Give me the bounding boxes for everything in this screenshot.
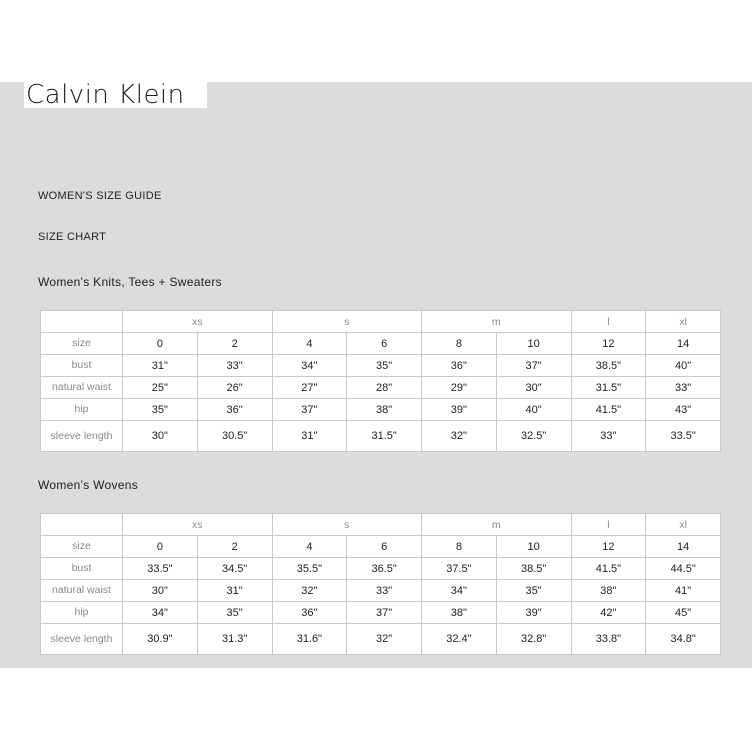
size-chart-heading: SIZE CHART	[38, 231, 107, 243]
size-guide-heading: WOMEN'S SIZE GUIDE	[38, 190, 162, 202]
table-cell: 31.5"	[347, 421, 422, 452]
row-label: natural waist	[41, 580, 123, 602]
table-cell: 38"	[571, 580, 646, 602]
table-cell: 12	[571, 536, 646, 558]
table-cell: 41"	[646, 580, 721, 602]
row-label: size	[41, 333, 123, 355]
table-row-sleeve-length	[41, 421, 721, 452]
table-cell: 37.5"	[422, 558, 497, 580]
table-cell: 33"	[347, 580, 422, 602]
table-cell: 35"	[496, 580, 571, 602]
table-cell: 10	[496, 536, 571, 558]
table-cell: 30.9"	[123, 624, 198, 655]
table-cell: 2	[197, 333, 272, 355]
table-row-sleeve-length	[41, 624, 721, 655]
table-cell: 32.5"	[496, 421, 571, 452]
table-cell: 35.5"	[272, 558, 347, 580]
group-header-xl: xl	[646, 311, 721, 333]
row-label: hip	[41, 602, 123, 624]
table-cell: 32"	[347, 624, 422, 655]
table-cell: 38"	[347, 399, 422, 421]
table-row-size	[41, 536, 721, 558]
table-cell: 34"	[123, 602, 198, 624]
table-cell: 4	[272, 536, 347, 558]
table-cell: 39"	[422, 399, 497, 421]
table-cell: 26"	[197, 377, 272, 399]
table-cell: 42"	[571, 602, 646, 624]
table-cell: 34"	[422, 580, 497, 602]
table-cell: 45"	[646, 602, 721, 624]
table-cell: 35"	[197, 602, 272, 624]
table-cell: 27"	[272, 377, 347, 399]
table-cell: 32"	[272, 580, 347, 602]
group-header-m: m	[422, 311, 572, 333]
group-header-l: l	[571, 514, 646, 536]
table-cell: 29"	[422, 377, 497, 399]
table-cell: 37"	[347, 602, 422, 624]
table-row-hip	[41, 602, 721, 624]
table-cell: 4	[272, 333, 347, 355]
table-row-bust	[41, 355, 721, 377]
table-cell: 35"	[123, 399, 198, 421]
table-cell: 31"	[197, 580, 272, 602]
table-cell: 37"	[496, 355, 571, 377]
table-cell: 12	[571, 333, 646, 355]
group-header-s: s	[272, 514, 422, 536]
table-cell: 30"	[123, 421, 198, 452]
table-cell: 38"	[422, 602, 497, 624]
group-header-s: s	[272, 311, 422, 333]
row-label: natural waist	[41, 377, 123, 399]
knits-size-table	[40, 310, 721, 452]
table-cell: 44.5"	[646, 558, 721, 580]
table-cell: 40"	[496, 399, 571, 421]
table-cell: 14	[646, 333, 721, 355]
table-cell: 8	[422, 333, 497, 355]
table-row-natural-waist	[41, 580, 721, 602]
table-corner-cell	[41, 311, 123, 333]
table-cell: 25"	[123, 377, 198, 399]
table-row-hip	[41, 399, 721, 421]
row-label: bust	[41, 558, 123, 580]
table-cell: 36"	[197, 399, 272, 421]
row-label: bust	[41, 355, 123, 377]
table-cell: 33"	[197, 355, 272, 377]
table-cell: 8	[422, 536, 497, 558]
table-group-row	[41, 311, 721, 333]
table-cell: 37"	[272, 399, 347, 421]
table-cell: 28"	[347, 377, 422, 399]
table-cell: 31.3"	[197, 624, 272, 655]
table-cell: 34.5"	[197, 558, 272, 580]
group-header-xs: xs	[123, 311, 273, 333]
row-label: sleeve length	[41, 421, 123, 452]
table-cell: 0	[123, 333, 198, 355]
group-header-xs: xs	[123, 514, 273, 536]
table-cell: 34"	[272, 355, 347, 377]
table-cell: 6	[347, 536, 422, 558]
table-cell: 36"	[422, 355, 497, 377]
table-cell: 38.5"	[496, 558, 571, 580]
group-header-xl: xl	[646, 514, 721, 536]
table-row-size	[41, 333, 721, 355]
table-cell: 14	[646, 536, 721, 558]
table-cell: 33.5"	[646, 421, 721, 452]
knits-section-title: Women's Knits, Tees + Sweaters	[38, 275, 222, 289]
table-cell: 36.5"	[347, 558, 422, 580]
table-corner-cell	[41, 514, 123, 536]
table-cell: 31.5"	[571, 377, 646, 399]
table-cell: 34.8"	[646, 624, 721, 655]
table-cell: 33"	[646, 377, 721, 399]
table-cell: 30.5"	[197, 421, 272, 452]
table-cell: 39"	[496, 602, 571, 624]
table-cell: 41.5"	[571, 399, 646, 421]
table-cell: 38.5"	[571, 355, 646, 377]
table-cell: 30"	[123, 580, 198, 602]
table-cell: 0	[123, 536, 198, 558]
wovens-size-table	[40, 513, 721, 655]
row-label: hip	[41, 399, 123, 421]
group-header-m: m	[422, 514, 572, 536]
brand-logo: Calvin Klein	[24, 82, 207, 108]
table-cell: 30"	[496, 377, 571, 399]
table-cell: 10	[496, 333, 571, 355]
table-cell: 41.5"	[571, 558, 646, 580]
row-label: sleeve length	[41, 624, 123, 655]
table-cell: 32.4"	[422, 624, 497, 655]
table-cell: 33"	[571, 421, 646, 452]
table-cell: 35"	[347, 355, 422, 377]
table-cell: 32"	[422, 421, 497, 452]
table-row-bust	[41, 558, 721, 580]
wovens-section-title: Women's Wovens	[38, 478, 139, 492]
table-cell: 31"	[123, 355, 198, 377]
group-header-l: l	[571, 311, 646, 333]
table-cell: 2	[197, 536, 272, 558]
table-cell: 40"	[646, 355, 721, 377]
table-cell: 43"	[646, 399, 721, 421]
table-cell: 33.8"	[571, 624, 646, 655]
table-cell: 32.8"	[496, 624, 571, 655]
table-cell: 31"	[272, 421, 347, 452]
table-row-natural-waist	[41, 377, 721, 399]
table-cell: 33.5"	[123, 558, 198, 580]
row-label: size	[41, 536, 123, 558]
table-cell: 31.6"	[272, 624, 347, 655]
table-cell: 36"	[272, 602, 347, 624]
table-cell: 6	[347, 333, 422, 355]
table-group-row	[41, 514, 721, 536]
